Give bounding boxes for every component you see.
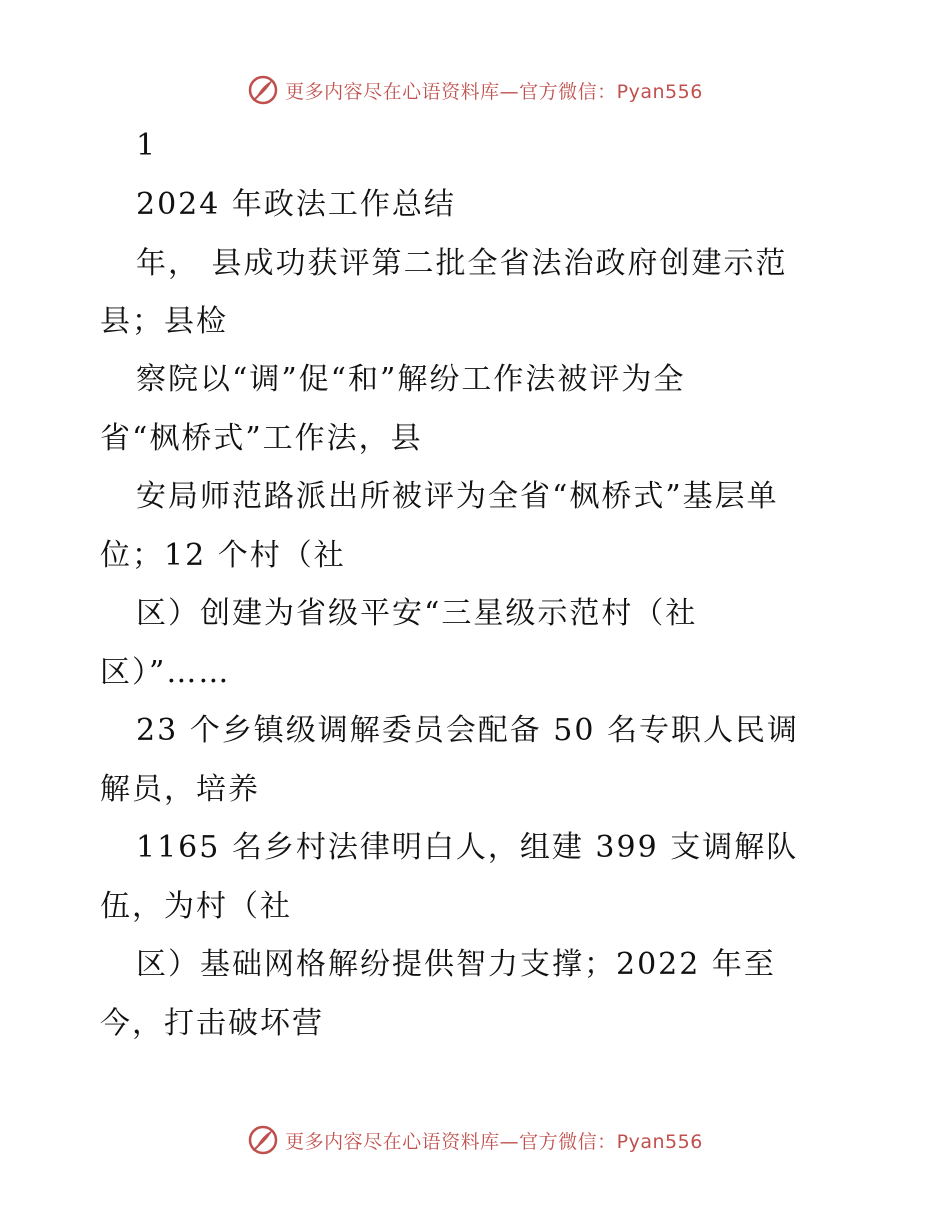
text-line: 区）基础网格解纷提供智力支撑；2022 年至 (136, 947, 776, 982)
wechat-id: Pyan556 (616, 1130, 703, 1153)
text-line: 安局师范路派出所被评为全省“枫桥式”基层单 (136, 479, 779, 514)
text-line: 年， 县成功获评第二批全省法治政府创建示范 (136, 246, 788, 281)
watermark-group (247, 74, 703, 106)
document-title: 2024 年政法工作总结 (136, 187, 456, 222)
header-watermark (0, 70, 950, 110)
text-line: 解员，培养 (100, 772, 260, 807)
text-line: 伍，为村（社 (100, 889, 292, 924)
watermark-group (247, 1124, 703, 1156)
feather-pen-logo-icon (247, 1124, 279, 1156)
text-line: 县；县检 (100, 304, 228, 339)
feather-pen-logo-icon (247, 74, 279, 106)
wechat-id: Pyan556 (616, 80, 703, 103)
text-line: 23 个乡镇级调解委员会配备 50 名专职人民调 (136, 713, 799, 748)
page-number: 1 (136, 128, 158, 163)
text-line: 区）创建为省级平安“三星级示范村（社 (136, 596, 698, 631)
text-line: 位；12 个村（社 (100, 538, 346, 573)
text-line: 1165 名乡村法律明白人，组建 399 支调解队 (136, 830, 799, 865)
text-line: 今，打击破坏营 (100, 1006, 324, 1041)
footer-watermark (0, 1120, 950, 1160)
watermark-text: 更多内容尽在心语资料库—官方微信：Pyan556 (285, 1130, 703, 1153)
text-line: 察院以“调”促“和”解纷工作法被评为全 (136, 362, 686, 397)
text-line: 省“枫桥式”工作法，县 (100, 421, 423, 456)
watermark-text: 更多内容尽在心语资料库—官方微信：Pyan556 (285, 80, 703, 103)
text-line: 区）”…… (100, 655, 231, 690)
